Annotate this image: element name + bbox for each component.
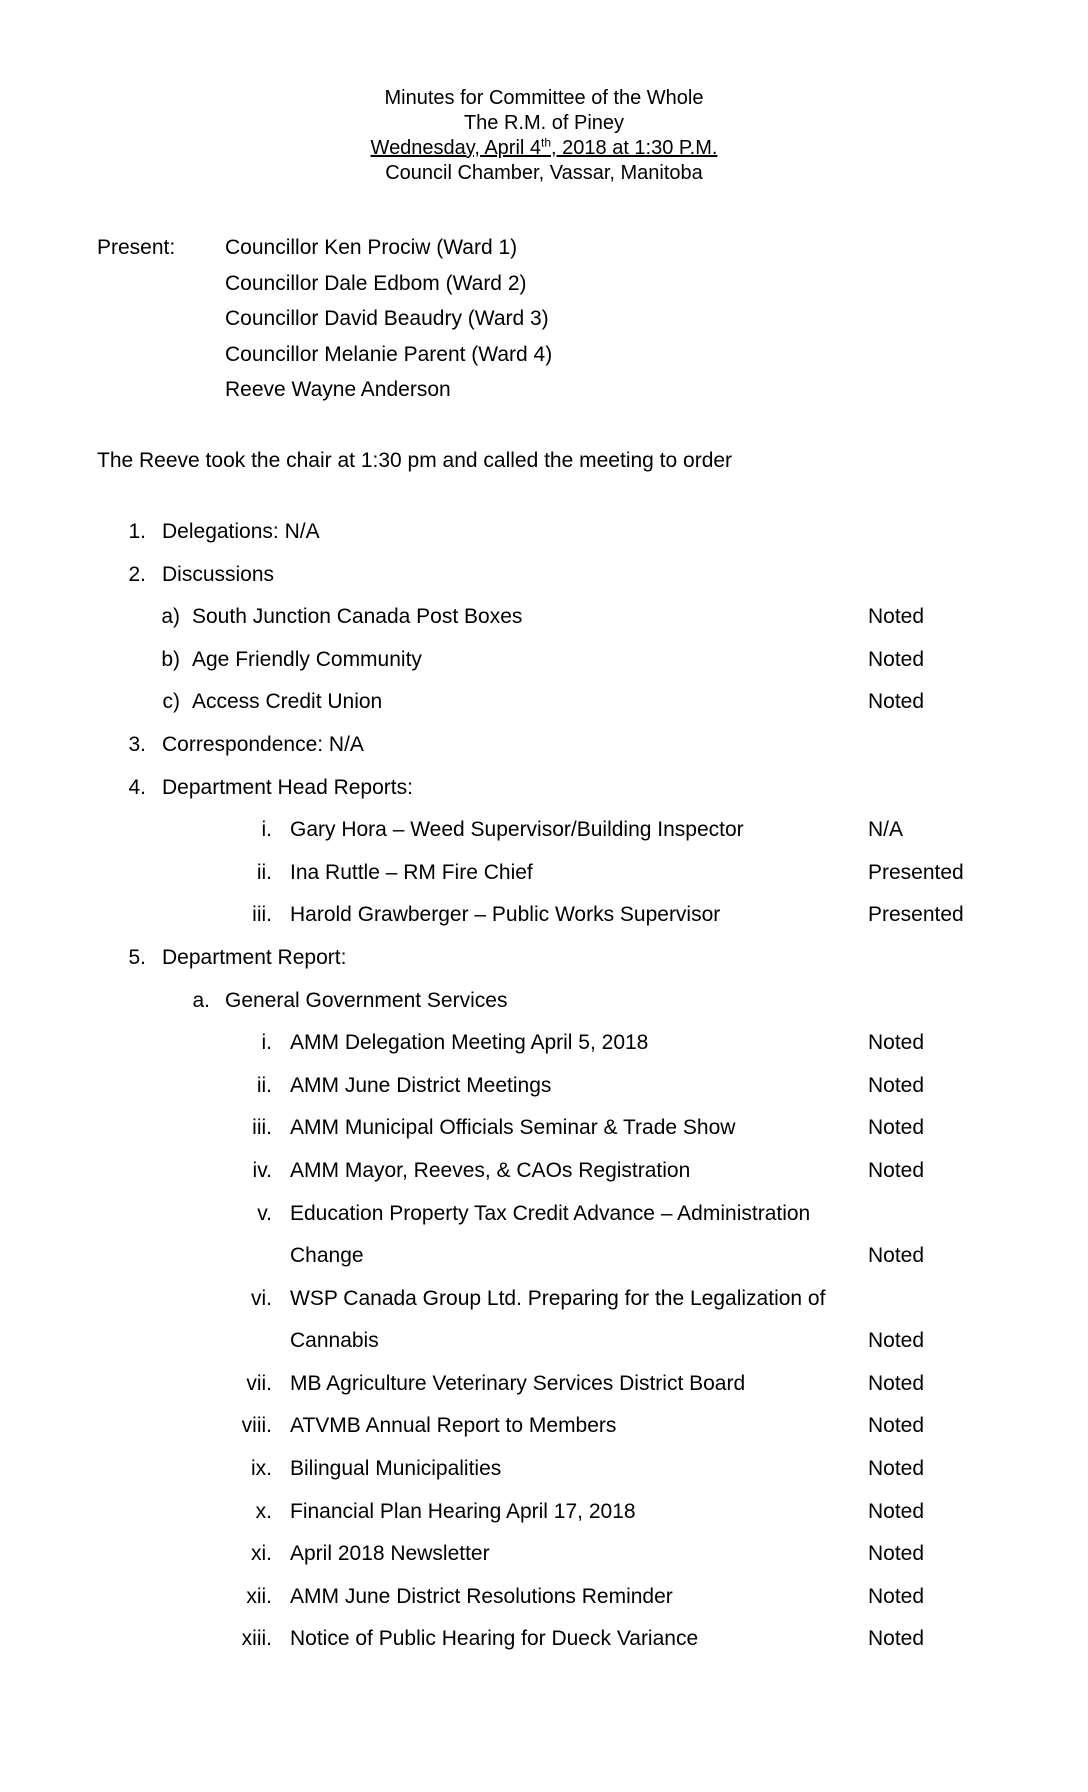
document-header: [0, 86, 1088, 186]
item-status: Noted: [868, 1414, 925, 1438]
item-status: Noted: [868, 1244, 925, 1268]
item-status: Noted: [868, 1031, 925, 1055]
meeting-date: Wednesday, April 4th, 2018 at 1:30 P.M.: [370, 135, 718, 159]
department-report-section: a. General Government Services: [192, 988, 508, 1012]
agenda-list: [0, 520, 1088, 1670]
item-status: Noted: [868, 690, 925, 714]
item-status: Noted: [868, 1158, 925, 1182]
item-status: Noted: [868, 1542, 925, 1566]
item-status: Noted: [868, 605, 925, 629]
agenda-item-department-report: 5. Department Report:: [128, 945, 347, 969]
agenda-item-department-head-reports: 4. Department Head Reports:: [128, 775, 413, 799]
item-status: Noted: [868, 647, 925, 671]
item-status: Noted: [868, 1116, 925, 1140]
item-status: N/A: [868, 818, 904, 842]
present-member: Councillor Melanie Parent (Ward 4): [225, 342, 553, 366]
agenda-item-correspondence: 3. Correspondence: N/A: [128, 732, 364, 756]
report-item: xii. AMM June District Resolutions Reminder Noted: [246, 1584, 925, 1608]
report-item: v. Education Property Tax Credit Advance – Administration: [257, 1201, 811, 1225]
item-status: Noted: [868, 1584, 925, 1608]
department-head-item: iii. Harold Grawberger – Public Works Supervisor Presented: [252, 903, 964, 927]
item-status: Presented: [868, 860, 964, 884]
report-item: iv. AMM Mayor, Reeves, & CAOs Registration Noted: [252, 1158, 925, 1182]
present-list: [225, 236, 552, 414]
item-status: Noted: [868, 1329, 925, 1353]
discussion-item: b) Age Friendly Community Noted: [161, 647, 925, 671]
item-status: Noted: [868, 1457, 925, 1481]
agenda-item-discussions: 2. Discussions: [128, 562, 275, 586]
report-item: xiii. Notice of Public Hearing for Dueck Variance Noted: [241, 1627, 925, 1651]
item-status: Noted: [868, 1499, 925, 1523]
discussion-item: a) South Junction Canada Post Boxes Noted: [161, 605, 925, 629]
report-item: xi. April 2018 Newsletter Noted: [251, 1542, 925, 1566]
item-status: Noted: [868, 1371, 925, 1395]
report-item-continuation: Cannabis Noted: [290, 1329, 925, 1353]
municipality-name: The R.M. of Piney: [463, 112, 625, 134]
report-item: i. AMM Delegation Meeting April 5, 2018 Noted: [261, 1031, 925, 1055]
call-to-order: The Reeve took the chair at 1:30 pm and called the meeting to order: [97, 449, 733, 472]
meeting-location: Council Chamber, Vassar, Manitoba: [385, 162, 703, 184]
discussion-item: c) Access Credit Union Noted: [162, 690, 925, 714]
present-member: Councillor David Beaudry (Ward 3): [225, 307, 549, 331]
report-item: ii. AMM June District Meetings Noted: [256, 1073, 925, 1097]
department-head-item: ii. Ina Ruttle – RM Fire Chief Presented: [256, 860, 964, 884]
present-member: Councillor Ken Prociw (Ward 1): [225, 236, 518, 259]
present-member: Reeve Wayne Anderson: [225, 378, 451, 402]
item-status: Noted: [868, 1073, 925, 1097]
report-item: ix. Bilingual Municipalities Noted: [251, 1457, 925, 1481]
document-title: Minutes for Committee of the Whole: [384, 87, 704, 109]
report-item: vii. MB Agriculture Veterinary Services District Board Noted: [246, 1371, 925, 1395]
report-item: x. Financial Plan Hearing April 17, 2018 Noted: [255, 1499, 925, 1523]
department-head-item: i. Gary Hora – Weed Supervisor/Building Inspector N/A: [261, 818, 904, 842]
item-status: Noted: [868, 1627, 925, 1651]
item-status: Presented: [868, 903, 964, 927]
present-label: Present:: [97, 236, 176, 259]
report-item-continuation: Change Noted: [290, 1244, 925, 1268]
report-item: vi. WSP Canada Group Ltd. Preparing for the Legalization of: [251, 1286, 826, 1310]
present-member: Councillor Dale Edbom (Ward 2): [225, 271, 527, 295]
report-item: iii. AMM Municipal Officials Seminar & Trade Show Noted: [252, 1116, 925, 1140]
agenda-item-delegations: 1. Delegations: N/A: [128, 520, 320, 543]
report-item: viii. ATVMB Annual Report to Members Noted: [241, 1414, 925, 1438]
